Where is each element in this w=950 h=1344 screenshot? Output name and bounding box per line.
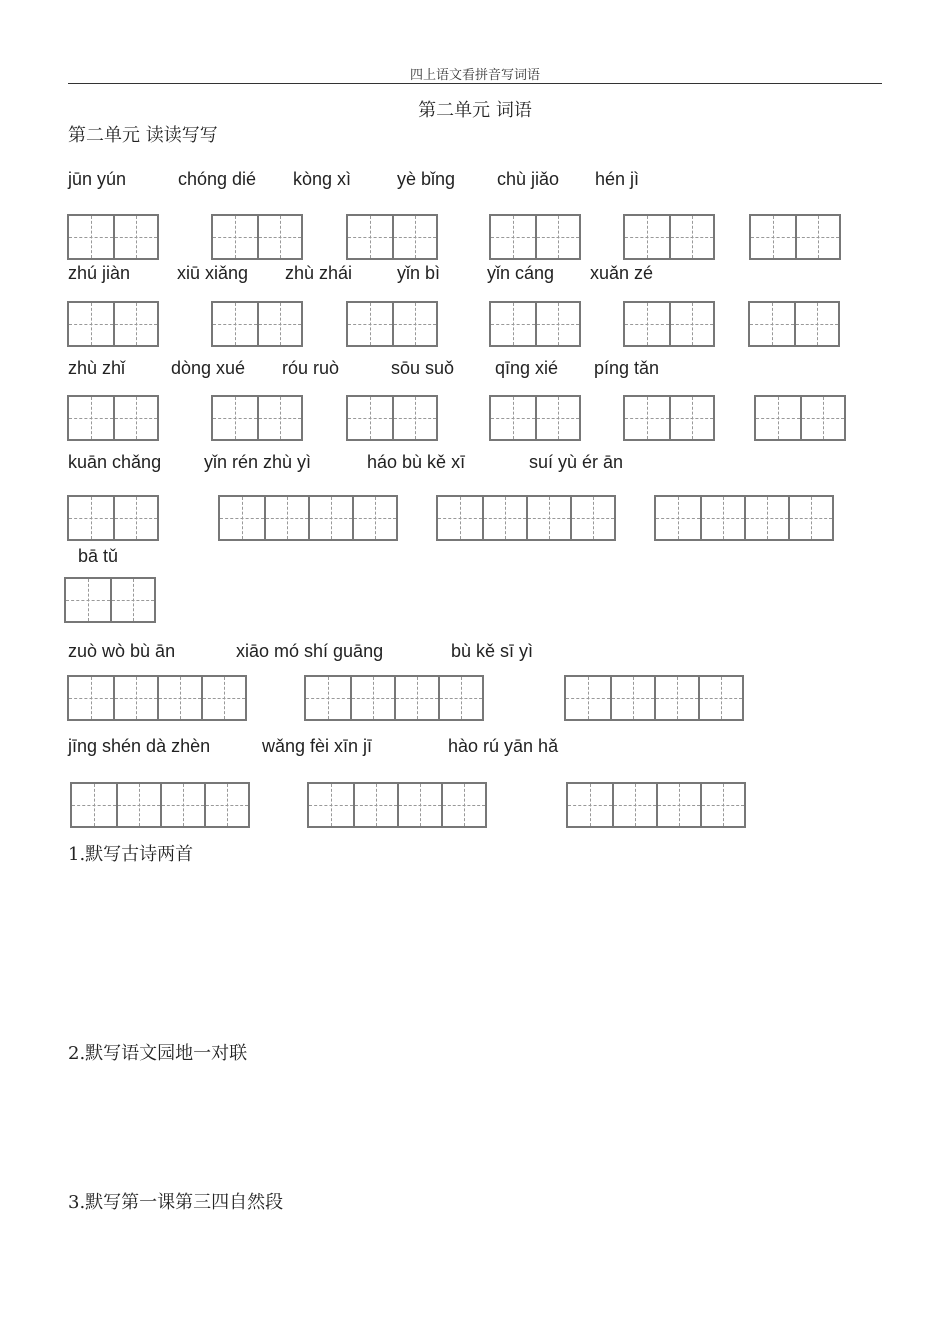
word-pinyin: qīng xié <box>495 358 559 378</box>
word-pinyin: zhú jiàn <box>68 263 131 283</box>
word-pinyin: píng tǎn <box>594 358 660 378</box>
writing-grid[interactable] <box>67 675 247 721</box>
writing-grid[interactable] <box>346 395 438 441</box>
writing-grid[interactable] <box>748 301 840 347</box>
page-header: 四上语文看拼音写词语 <box>409 68 540 83</box>
writing-grid[interactable] <box>307 782 487 828</box>
word-pinyin: wǎng fèi xīn jī <box>262 736 373 756</box>
word-pinyin: xuǎn zé <box>590 263 654 283</box>
writing-grid[interactable] <box>436 495 616 541</box>
writing-grid[interactable] <box>67 495 159 541</box>
word-pinyin: xiū xiǎng <box>177 263 249 283</box>
word-pinyin: hào rú yān hǎ <box>448 736 559 756</box>
word-pinyin: háo bù kě xī <box>367 452 466 472</box>
task-heading-paragraphs: 3.默写第一课第三四自然段 <box>68 1192 284 1213</box>
task-heading-poems: 1.默写古诗两首 <box>68 844 194 865</box>
writing-grid[interactable] <box>211 214 303 260</box>
writing-grid[interactable] <box>70 782 250 828</box>
writing-grid[interactable] <box>623 214 715 260</box>
writing-grid[interactable] <box>211 395 303 441</box>
word-pinyin: bā tǔ <box>78 546 119 566</box>
page-title: 第二单元 词语 <box>418 100 532 121</box>
writing-grid[interactable] <box>64 577 156 623</box>
writing-grid[interactable] <box>489 395 581 441</box>
writing-grid[interactable] <box>489 214 581 260</box>
word-pinyin: zhù zhǐ <box>68 358 126 378</box>
writing-grid[interactable] <box>67 214 159 260</box>
word-pinyin: kuān chǎng <box>68 452 162 472</box>
word-pinyin: yǐn bì <box>397 263 441 283</box>
section-subtitle: 第二单元 读读写写 <box>68 125 218 146</box>
word-pinyin: chóng dié <box>178 169 257 189</box>
word-pinyin: bù kě sī yì <box>451 641 534 661</box>
writing-grid[interactable] <box>346 301 438 347</box>
word-pinyin: jīng shén dà zhèn <box>68 736 211 756</box>
word-pinyin: yè bǐng <box>397 169 456 189</box>
writing-grid[interactable] <box>346 214 438 260</box>
writing-grid[interactable] <box>623 301 715 347</box>
word-pinyin: kòng xì <box>293 169 352 189</box>
writing-grid[interactable] <box>304 675 484 721</box>
word-pinyin: zhù zhái <box>285 263 353 283</box>
word-pinyin: dòng xué <box>171 358 246 378</box>
writing-grid[interactable] <box>67 395 159 441</box>
word-pinyin: sōu suǒ <box>391 358 455 378</box>
word-pinyin: róu ruò <box>282 358 340 378</box>
writing-grid[interactable] <box>211 301 303 347</box>
word-pinyin: suí yù ér ān <box>529 452 624 472</box>
writing-grid[interactable] <box>749 214 841 260</box>
word-pinyin: hén jì <box>595 169 640 189</box>
task-heading-couplet: 2.默写语文园地一对联 <box>68 1043 248 1064</box>
writing-grid[interactable] <box>218 495 398 541</box>
word-pinyin: jūn yún <box>68 169 127 189</box>
writing-grid[interactable] <box>566 782 746 828</box>
word-pinyin: yǐn rén zhù yì <box>204 452 312 472</box>
writing-grid[interactable] <box>489 301 581 347</box>
writing-grid[interactable] <box>754 395 846 441</box>
word-pinyin: xiāo mó shí guāng <box>236 641 384 661</box>
word-pinyin: yǐn cáng <box>487 263 555 283</box>
word-pinyin: zuò wò bù ān <box>68 641 176 661</box>
writing-grid[interactable] <box>654 495 834 541</box>
header-divider <box>68 83 882 84</box>
word-pinyin: chù jiǎo <box>497 169 560 189</box>
writing-grid[interactable] <box>623 395 715 441</box>
writing-grid[interactable] <box>564 675 744 721</box>
writing-grid[interactable] <box>67 301 159 347</box>
